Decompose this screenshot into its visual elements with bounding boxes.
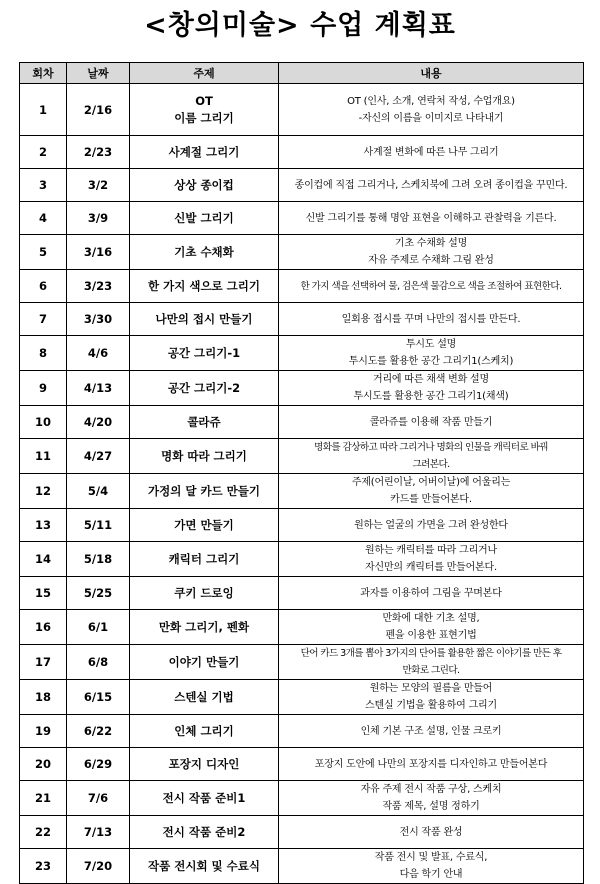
content-cell: 과자를 이용하여 그림을 꾸며본다 (279, 577, 584, 610)
topic-cell: 기초 수채화 (130, 235, 279, 270)
table-header-row (20, 63, 584, 84)
topic-cell: 캐릭터 그리기 (130, 542, 279, 577)
content-cell: 단어 카드 3개를 뽑아 3가지의 단어를 활용한 짧은 이야기를 만든 후 만화로 그린다. (279, 645, 584, 680)
topic-cell: 나만의 접시 만들기 (130, 303, 279, 336)
topic-cell: 명화 따라 그리기 (130, 439, 279, 474)
date-cell: 6/22 (67, 715, 130, 748)
table-row (20, 439, 584, 474)
date-cell: 3/9 (67, 202, 130, 235)
topic-cell: 포장지 디자인 (130, 748, 279, 781)
session-cell: 11 (20, 439, 67, 474)
session-cell: 20 (20, 748, 67, 781)
topic-cell: 가정의 달 카드 만들기 (130, 474, 279, 509)
header-date: 날짜 (67, 63, 130, 84)
session-cell: 21 (20, 781, 67, 816)
session-cell: 4 (20, 202, 67, 235)
page-title: <창의미술> 수업 계획표 (144, 10, 456, 41)
topic-cell: 공간 그리기-2 (130, 371, 279, 406)
session-cell: 16 (20, 610, 67, 645)
session-cell: 15 (20, 577, 67, 610)
content-cell: 포장지 도안에 나만의 포장지를 디자인하고 만들어본다 (279, 748, 584, 781)
table-row (20, 336, 584, 371)
header-session: 회차 (20, 63, 67, 84)
content-cell: 전시 작품 완성 (279, 816, 584, 849)
topic-cell: 전시 작품 준비1 (130, 781, 279, 816)
content-cell: 종이컵에 직접 그리거나, 스케치북에 그려 오려 종이컵을 꾸민다. (279, 169, 584, 202)
content-cell: 작품 전시 및 발표, 수료식, 다음 학기 안내 (279, 849, 584, 884)
table-row (20, 610, 584, 645)
topic-cell: 한 가지 색으로 그리기 (130, 270, 279, 303)
topic-cell: 공간 그리기-1 (130, 336, 279, 371)
date-cell: 4/6 (67, 336, 130, 371)
date-cell: 2/16 (67, 84, 130, 136)
session-cell: 8 (20, 336, 67, 371)
session-cell: 2 (20, 136, 67, 169)
table-row (20, 645, 584, 680)
session-cell: 3 (20, 169, 67, 202)
content-cell: 원하는 캐릭터를 따라 그리거나 자신만의 캐릭터를 만들어본다. (279, 542, 584, 577)
date-cell: 4/20 (67, 406, 130, 439)
date-cell: 6/1 (67, 610, 130, 645)
table-row (20, 136, 584, 169)
date-cell: 5/4 (67, 474, 130, 509)
date-cell: 6/8 (67, 645, 130, 680)
content-cell: 투시도 설명 투시도를 활용한 공간 그리기1(스케치) (279, 336, 584, 371)
topic-cell: 콜라쥬 (130, 406, 279, 439)
table-row (20, 371, 584, 406)
session-cell: 18 (20, 680, 67, 715)
topic-cell: 이야기 만들기 (130, 645, 279, 680)
header-content: 내용 (279, 63, 584, 84)
topic-cell: 사계절 그리기 (130, 136, 279, 169)
session-cell: 22 (20, 816, 67, 849)
date-cell: 4/27 (67, 439, 130, 474)
date-cell: 5/25 (67, 577, 130, 610)
date-cell: 5/11 (67, 509, 130, 542)
table-row (20, 303, 584, 336)
content-cell: 일회용 접시를 꾸며 나만의 접시를 만든다. (279, 303, 584, 336)
table-row (20, 748, 584, 781)
content-cell: 한 가지 색을 선택하여 물, 검은색 물감으로 색을 조절하여 표현한다. (279, 270, 584, 303)
table-row (20, 406, 584, 439)
content-cell: 신발 그리기를 통해 명암 표현을 이해하고 관찰력을 기른다. (279, 202, 584, 235)
content-cell: 기초 수채화 설명 자유 주제로 수채화 그림 완성 (279, 235, 584, 270)
topic-cell: 상상 종이컵 (130, 169, 279, 202)
table-row (20, 577, 584, 610)
session-cell: 13 (20, 509, 67, 542)
content-cell: 원하는 모양의 필름을 만들어 스텐실 기법을 활용하여 그리기 (279, 680, 584, 715)
topic-cell: 작품 전시회 및 수료식 (130, 849, 279, 884)
session-cell: 23 (20, 849, 67, 884)
topic-cell: OT 이름 그리기 (130, 84, 279, 136)
session-cell: 10 (20, 406, 67, 439)
date-cell: 7/13 (67, 816, 130, 849)
date-cell: 3/2 (67, 169, 130, 202)
table-row (20, 84, 584, 136)
table-row (20, 849, 584, 884)
table-row (20, 169, 584, 202)
date-cell: 6/15 (67, 680, 130, 715)
session-cell: 5 (20, 235, 67, 270)
schedule-body (20, 84, 584, 884)
content-cell: 사계절 변화에 따른 나무 그리기 (279, 136, 584, 169)
topic-cell: 쿠키 드로잉 (130, 577, 279, 610)
header-topic: 주제 (130, 63, 279, 84)
table-row (20, 509, 584, 542)
topic-cell: 스텐실 기법 (130, 680, 279, 715)
content-cell: 주제(어린이날, 어버이날)에 어울리는 카드를 만들어본다. (279, 474, 584, 509)
content-cell: 명화를 감상하고 따라 그리거나 명화의 인물을 캐릭터로 바꿔 그려본다. (279, 439, 584, 474)
content-cell: 인체 기본 구조 설명, 인물 크로키 (279, 715, 584, 748)
date-cell: 6/29 (67, 748, 130, 781)
session-cell: 7 (20, 303, 67, 336)
content-cell: 거리에 따른 채색 변화 설명 투시도를 활용한 공간 그리기1(채색) (279, 371, 584, 406)
table-row (20, 680, 584, 715)
topic-cell: 신발 그리기 (130, 202, 279, 235)
topic-cell: 만화 그리기, 펜화 (130, 610, 279, 645)
content-cell: 원하는 얼굴의 가면을 그려 완성한다 (279, 509, 584, 542)
table-row (20, 542, 584, 577)
topic-cell: 전시 작품 준비2 (130, 816, 279, 849)
table-row (20, 235, 584, 270)
schedule-table (19, 62, 584, 884)
date-cell: 3/23 (67, 270, 130, 303)
table-row (20, 270, 584, 303)
date-cell: 3/30 (67, 303, 130, 336)
session-cell: 14 (20, 542, 67, 577)
content-cell: OT (인사, 소개, 연락처 작성, 수업개요) -자신의 이름을 이미지로 나타내기 (279, 84, 584, 136)
session-cell: 9 (20, 371, 67, 406)
table-row (20, 781, 584, 816)
content-cell: 자유 주제 전시 작품 구상, 스케치 작품 제목, 설명 정하기 (279, 781, 584, 816)
content-cell: 콜라쥬를 이용해 작품 만들기 (279, 406, 584, 439)
date-cell: 4/13 (67, 371, 130, 406)
topic-cell: 인체 그리기 (130, 715, 279, 748)
date-cell: 7/6 (67, 781, 130, 816)
session-cell: 19 (20, 715, 67, 748)
table-row (20, 715, 584, 748)
date-cell: 5/18 (67, 542, 130, 577)
date-cell: 3/16 (67, 235, 130, 270)
session-cell: 12 (20, 474, 67, 509)
session-cell: 6 (20, 270, 67, 303)
session-cell: 17 (20, 645, 67, 680)
table-row (20, 474, 584, 509)
table-row (20, 816, 584, 849)
date-cell: 2/23 (67, 136, 130, 169)
table-row (20, 202, 584, 235)
date-cell: 7/20 (67, 849, 130, 884)
topic-cell: 가면 만들기 (130, 509, 279, 542)
session-cell: 1 (20, 84, 67, 136)
content-cell: 만화에 대한 기초 설명, 펜을 이용한 표현기법 (279, 610, 584, 645)
